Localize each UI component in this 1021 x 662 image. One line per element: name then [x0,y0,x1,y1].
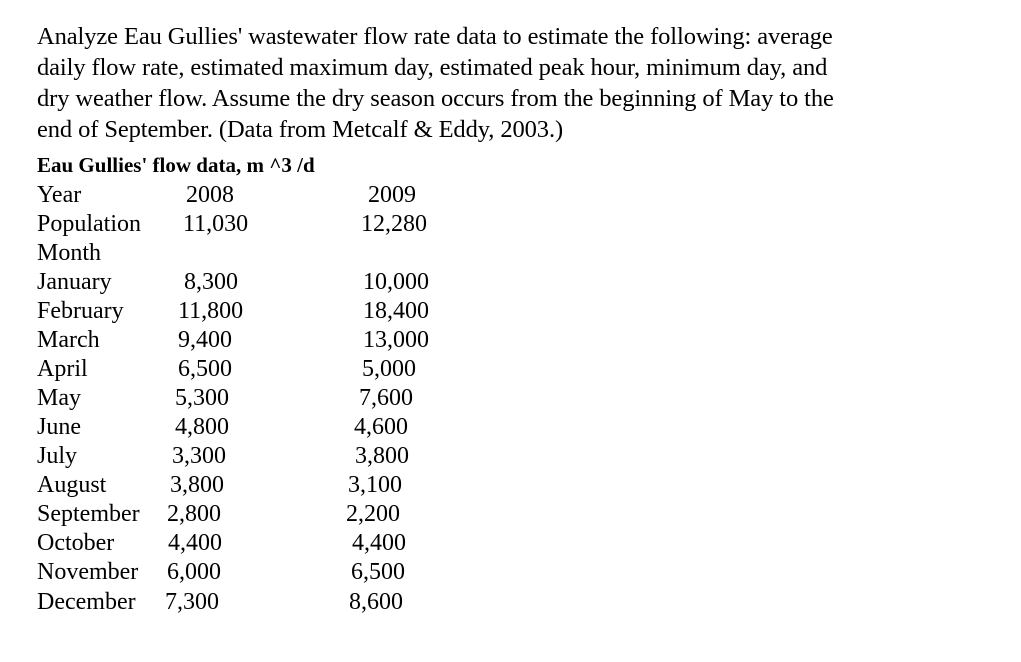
year-label: Year [37,182,82,208]
flow-2008: 6,000 [167,559,221,585]
population-label: Population [37,211,142,237]
problem-line: daily flow rate, estimated maximum day, estimated peak hour, minimum day, and [37,54,828,81]
flow-2008: 5,300 [175,385,229,411]
month-name: February [37,298,124,324]
year-row [37,181,497,210]
flow-2008: 7,300 [165,589,219,615]
problem-line: dry weather flow. Assume the dry season occurs from the beginning of May to the [37,85,834,112]
flow-2009: 2,200 [346,501,400,527]
table-row [37,529,497,558]
table-row [37,268,497,297]
month-name: August [37,472,107,498]
table-row [37,588,497,617]
year-2008: 2008 [186,182,234,208]
table-row [37,558,497,587]
table-row [37,413,497,442]
table-row [37,297,497,326]
flow-2009: 3,800 [355,443,409,469]
month-name: November [37,559,139,585]
table-row [37,355,497,384]
month-name: January [37,269,112,295]
problem-line: Analyze Eau Gullies' wastewater flow rate data to estimate the following: average [37,23,833,50]
population-row [37,210,497,239]
month-name: October [37,530,115,556]
table-row [37,500,497,529]
flow-2009: 18,400 [363,298,429,324]
flow-2009: 13,000 [363,327,429,353]
month-label: Month [37,240,102,266]
month-name: June [37,414,81,440]
flow-2008: 8,300 [184,269,238,295]
flow-2008: 2,800 [167,501,221,527]
population-2009: 12,280 [361,211,427,237]
flow-2008: 4,400 [168,530,222,556]
flow-2009: 3,100 [348,472,402,498]
flow-2008: 3,300 [172,443,226,469]
month-name: April [37,356,88,382]
table-row [37,471,497,500]
flow-2009: 4,400 [352,530,406,556]
flow-2008: 11,800 [178,298,244,324]
month-name: July [37,443,78,469]
flow-2008: 3,800 [170,472,224,498]
problem-line: end of September. (Data from Metcalf & Eddy, 2003.) [37,116,564,143]
flow-2009: 6,500 [351,559,405,585]
month-name: May [37,385,81,411]
flow-2009: 5,000 [362,356,416,382]
flow-2008: 6,500 [178,356,232,382]
month-name: December [37,589,136,615]
flow-2008: 4,800 [175,414,229,440]
population-2008: 11,030 [183,211,249,237]
flow-2008: 9,400 [178,327,232,353]
month-name: September [37,501,140,527]
table-row [37,442,497,471]
table-row [37,384,497,413]
year-2009: 2009 [368,182,416,208]
flow-2009: 7,600 [359,385,413,411]
flow-2009: 8,600 [349,589,403,615]
month-header-row [37,239,497,268]
flow-2009: 4,600 [354,414,408,440]
table-row [37,326,497,355]
problem-statement [37,21,997,145]
month-name: March [37,327,100,353]
table-title: Eau Gullies' flow data, m ^3 /d [37,153,315,177]
flow-2009: 10,000 [363,269,429,295]
